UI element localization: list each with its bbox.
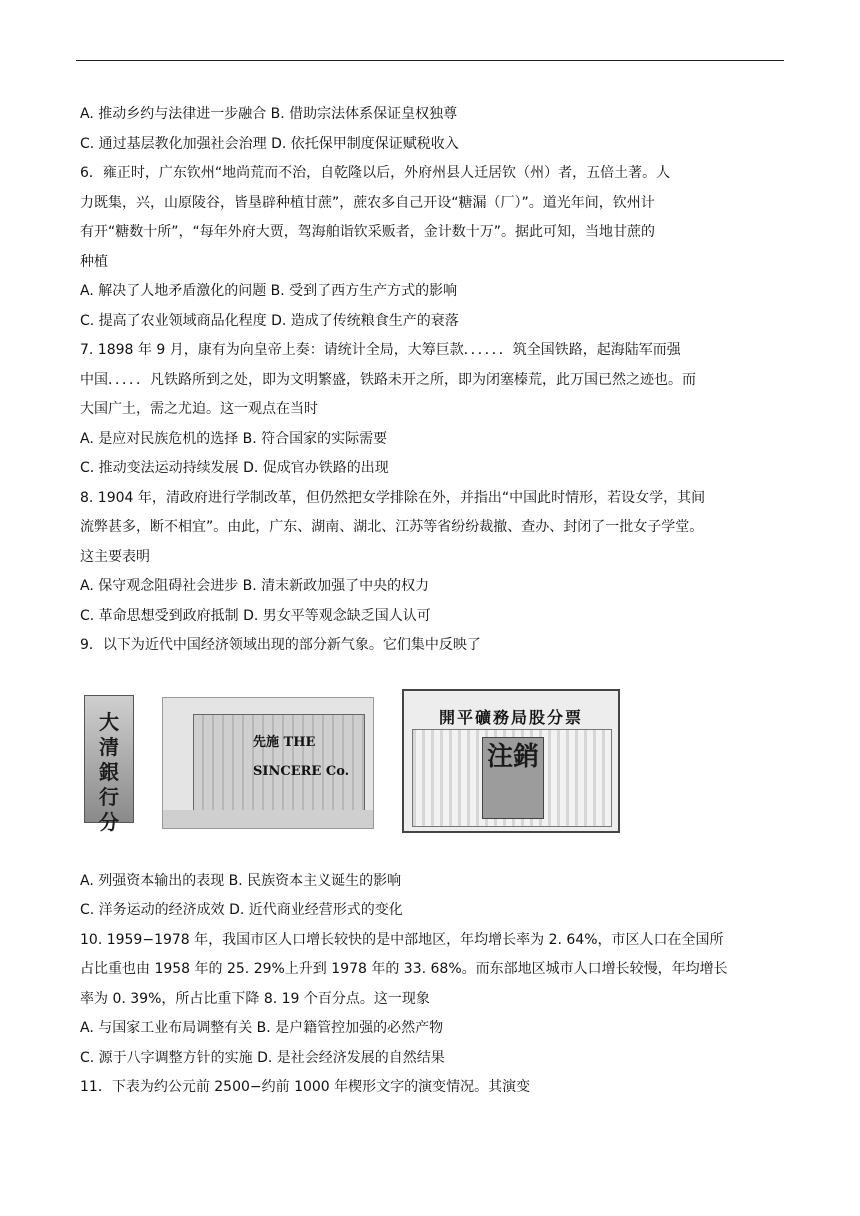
text-line: C. 通过基层教化加强社会治理 D. 依托保甲制度保证赋税收入 [80, 135, 459, 152]
text-line: 力既集，兴，山原陵谷，皆垦辟种植甘蔗”，蔗农多自己开设“糖漏（厂）”。道光年间，钦州计 [80, 194, 655, 211]
text-line: 9．以下为近代中国经济领域出现的部分新气象。它们集中反映了 [80, 637, 481, 653]
share-certificate-image [402, 689, 620, 833]
text-line: 流弊甚多，断不相宜”。由此，广东、湖南、湖北、江苏等省纷纷裁撤、查办、封闭了一批女子学堂。 [80, 519, 704, 535]
question-9-images [80, 667, 780, 867]
store-sign-text: 先施 THE SINCERE Co. [253, 734, 350, 779]
text-line: 6．雍正时，广东钦州“地尚荒而不治，自乾隆以后，外府州县人迁居钦（州）者，五倍土著。人 [80, 165, 671, 181]
header-rule [76, 60, 784, 61]
text-line: 种植 [80, 253, 108, 270]
text-line: A. 保守观念阻碍社会进步 B. 清末新政加强了中央的权力 [80, 578, 430, 594]
bank-signboard-photo [84, 695, 134, 834]
share-certificate-title: 開平礦務局股分票 [438, 707, 583, 727]
text-line: C. 革命思想受到政府抵制 D. 男女平等观念缺乏国人认可 [80, 607, 431, 624]
text-line: 有开“糖数十所”，“每年外府大贾，驾海舶诣钦采贩者，金计数十万”。据此可知，当地甘蔗的 [80, 224, 656, 240]
text-line: A. 推动乡约与法律进一步融合 B. 借助宗法体系保证皇权独尊 [80, 106, 458, 122]
text-line: 大国广土，需之尤迫。这一观点在当时 [80, 401, 318, 417]
cancel-seal: 注銷 [482, 737, 544, 819]
text-line: A. 解决了人地矛盾激化的问题 B. 受到了西方生产方式的影响 [80, 283, 458, 299]
text-line: C. 提高了农业领域商品化程度 D. 造成了传统粮食生产的衰落 [80, 312, 459, 329]
text-line: 8. 1904 年，清政府进行学制改革，但仍然把女学排除在外，并指出“中国此时情形，若设女学，其间 [80, 489, 706, 506]
text-line: 7. 1898 年 9 月，康有为向皇帝上奏：请统计全局，大筹巨款．．．．．．筑全国铁路，起海陆军而强 [80, 342, 681, 358]
text-line: A. 是应对民族危机的选择 B. 符合国家的实际需要 [80, 430, 388, 447]
text-line: 这主要表明 [80, 548, 150, 565]
text-line: 占比重也由 1958 年的 25. 29%上升到 1978 年的 33. 68%。而东部地区城市人口增长较慢，年均增长 [80, 961, 728, 977]
text-line: 10. 1959−1978 年，我国市区人口增长较快的是中部地区，年均增长率为 2. 64%，市区人口在全国所 [80, 931, 724, 948]
text-line: A. 与国家工业布局调整有关 B. 是户籍管控加强的必然产物 [80, 1020, 444, 1036]
bank-signboard-text: 大清銀行分 [99, 709, 119, 834]
text-line: C. 源于八字调整方针的实施 D. 是社会经济发展的自然结果 [80, 1049, 445, 1066]
department-store-photo [162, 697, 374, 829]
text-line: A. 列强资本输出的表现 B. 民族资本主义诞生的影响 [80, 872, 402, 889]
text-line: 中国．．．．．凡铁路所到之处，即为文明繁盛，铁路未开之所，即为闭塞榛荒，此万国已然之迹也。而 [80, 371, 696, 388]
text-line: 率为 0. 39%，所占比重下降 8. 19 个百分点。这一现象 [80, 990, 430, 1007]
street-ground [163, 810, 373, 828]
text-line: C. 洋务运动的经济成效 D. 近代商业经营形式的变化 [80, 902, 403, 918]
document-body [80, 100, 780, 1103]
text-line: 11．下表为约公元前 2500−约前 1000 年楔形文字的演变情况。其演变 [80, 1079, 531, 1095]
text-line: C. 推动变法运动持续发展 D. 促成官办铁路的出现 [80, 460, 389, 476]
